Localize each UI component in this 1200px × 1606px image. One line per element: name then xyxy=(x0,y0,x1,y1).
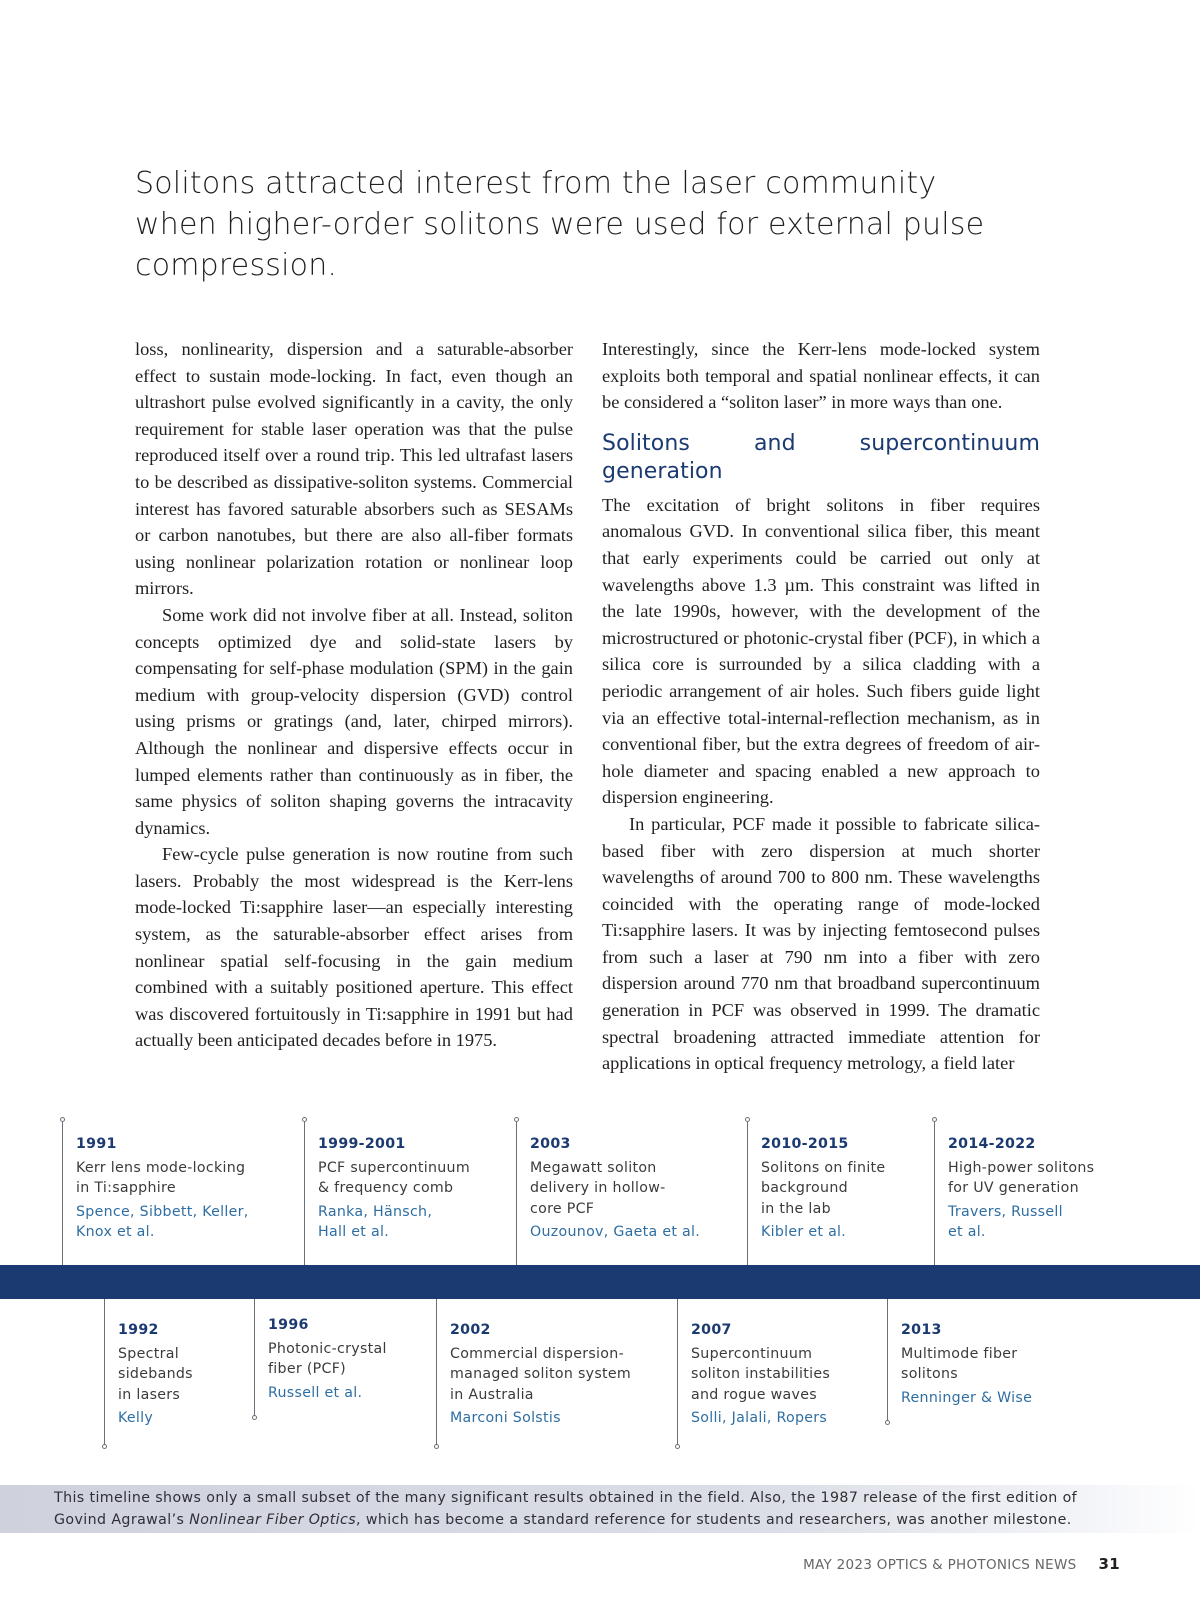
timeline-event xyxy=(76,1134,296,1243)
event-description: Commercial dispersion- managed soliton system in Australia xyxy=(450,1345,632,1403)
connector-dot xyxy=(302,1117,307,1122)
caption-text-before: This timeline shows only a small subset of the many significant results obtained in the field. Also, the 1987 release of the first edition of Govind Agrawal’s xyxy=(54,1490,1078,1528)
event-description: Kerr lens mode-locking in Ti:sapphire xyxy=(76,1159,246,1196)
event-authors: Renninger & Wise xyxy=(901,1389,1033,1406)
page-footer xyxy=(803,1555,1120,1573)
caption-text-after: , which has become a standard reference for students and researchers, was another milestone. xyxy=(356,1512,1072,1528)
right-paragraph-1: Interestingly, since the Kerr-lens mode-locked system exploits both temporal and spatial nonlinear effects, it can be considered a “soliton laser” in more ways than one. xyxy=(602,339,1040,413)
event-description: Solitons on finite background in the lab xyxy=(761,1159,886,1217)
connector-dot xyxy=(745,1117,750,1122)
page-number: 31 xyxy=(1098,1555,1120,1573)
event-year: 2013 xyxy=(901,1322,942,1338)
timeline-event xyxy=(691,1320,881,1429)
timeline-event xyxy=(318,1134,513,1243)
connector-line xyxy=(516,1122,517,1265)
connector-dot xyxy=(932,1117,937,1122)
timeline-event xyxy=(948,1134,1138,1243)
event-description: PCF supercontinuum & frequency comb xyxy=(318,1159,470,1196)
timeline-event xyxy=(118,1320,248,1429)
event-year: 2010-2015 xyxy=(761,1136,849,1152)
left-paragraph-3: Few-cycle pulse generation is now routine from such lasers. Probably the most widespread is the Kerr-lens mode-locked Ti:sapphire laser—an especially interesting system, as the saturable-absorber effect arises from nonlinear spatial self-focusing in the gain medium combined with a suitably positioned aperture. This effect was discovered fortuitously in Ti:sapphire in 1991 but had actually been anticipated decades before in 1975. xyxy=(135,844,573,1051)
event-authors: Ouzounov, Gaeta et al. xyxy=(530,1224,701,1240)
event-description: High-power solitons for UV generation xyxy=(948,1159,1095,1196)
connector-dot xyxy=(885,1420,890,1425)
connector-line xyxy=(62,1122,63,1265)
timeline-event xyxy=(268,1315,433,1403)
caption-book-title: Nonlinear Fiber Optics xyxy=(189,1512,356,1528)
connector-dot xyxy=(434,1444,439,1449)
connector-line xyxy=(104,1299,105,1447)
timeline-event xyxy=(901,1320,1091,1408)
event-authors: Solli, Jalali, Ropers xyxy=(691,1410,828,1426)
issue-label: MAY 2023 OPTICS & PHOTONICS NEWS xyxy=(803,1557,1077,1573)
event-year: 1996 xyxy=(268,1317,309,1333)
event-year: 2003 xyxy=(530,1136,571,1152)
event-year: 1992 xyxy=(118,1322,159,1338)
connector-line xyxy=(436,1299,437,1447)
event-year: 1999-2001 xyxy=(318,1136,406,1152)
section-heading: Solitons and supercontinuum generation xyxy=(602,430,1040,484)
event-description: Multimode fiber solitons xyxy=(901,1345,1018,1382)
event-year: 1991 xyxy=(76,1136,117,1152)
connector-line xyxy=(304,1122,305,1265)
event-authors: Kibler et al. xyxy=(761,1224,847,1240)
connector-dot xyxy=(514,1117,519,1122)
event-year: 2014-2022 xyxy=(948,1136,1036,1152)
event-year: 2002 xyxy=(450,1322,491,1338)
event-authors: Travers, Russell et al. xyxy=(948,1203,1063,1240)
event-description: Megawatt soliton delivery in hollow- core PCF xyxy=(530,1159,666,1217)
event-year: 2007 xyxy=(691,1322,732,1338)
event-description: Spectral sidebands in lasers xyxy=(118,1345,193,1403)
pull-quote: Solitons attracted interest from the laser community when higher-order solitons were used for external pulse compression. xyxy=(135,166,985,283)
connector-line xyxy=(677,1299,678,1447)
left-paragraph-1: loss, nonlinearity, dispersion and a saturable-absorber effect to sustain mode-locking. In fact, even though an ultrashort pulse evolved significantly in a cavity, the only requirement for stable laser operation was that the pulse reproduced itself over a round trip. This led ultrafast lasers to be described as dissipative-soliton systems. Commercial interest has favored saturable absorbers such as SESAMs or carbon nanotubes, but there are also all-fiber formats using nonlinear polarization rotation or nonlinear loop mirrors. xyxy=(135,339,573,599)
left-column xyxy=(135,336,573,1054)
event-authors: Ranka, Hänsch, Hall et al. xyxy=(318,1203,433,1240)
connector-line xyxy=(887,1299,888,1423)
timeline-caption xyxy=(0,1485,1200,1533)
connector-dot xyxy=(102,1444,107,1449)
timeline-event xyxy=(761,1134,931,1243)
connector-line xyxy=(254,1299,255,1418)
event-description: Photonic-crystal fiber (PCF) xyxy=(268,1340,387,1377)
left-paragraph-2: Some work did not involve fiber at all. Instead, soliton concepts optimized dye and solid-state lasers by compensating for self-phase modulation (SPM) in the gain medium with group-velocity dispersion (GVD) control using prisms or gratings (and, later, chirped mirrors). Although the nonlinear and dispersive effects occur in lumped elements rather than continuously as in fiber, the same physics of soliton shaping governs the intracavity dynamics. xyxy=(135,604,573,838)
caption-text xyxy=(54,1487,1134,1531)
connector-dot xyxy=(60,1117,65,1122)
right-paragraph-2: The excitation of bright solitons in fiber requires anomalous GVD. In conventional silica fiber, this meant that early experiments could be carried out only at wavelengths above 1.3 µm. This constraint was lifted in the late 1990s, however, with the development of the microstructured or photonic-crystal fiber (PCF), in which a silica core is surrounded by a silica cladding with a periodic arrangement of air holes. Such fibers guide light via an effective total-internal-reflection mechanism, as in conventional fiber, but the extra degrees of freedom of air-hole diameter and spacing enabled a new approach to dispersion engineering. xyxy=(602,494,1040,808)
event-authors: Marconi Solstis xyxy=(450,1410,561,1426)
right-column xyxy=(602,336,1040,1077)
timeline-event xyxy=(530,1134,740,1243)
event-authors: Spence, Sibbett, Keller, Knox et al. xyxy=(76,1203,249,1240)
connector-line xyxy=(934,1122,935,1265)
timeline-band xyxy=(0,1265,1200,1299)
right-paragraph-3: In particular, PCF made it possible to fabricate silica-based fiber with zero dispersion at much shorter wavelengths of around 700 to 800 nm. These wavelengths coincided with the operating range of mode-locked Ti:sapphire lasers. It was by injecting femtosecond pulses from such a laser at 790 nm into a fiber with zero dispersion around 770 nm that broadband supercontinuum generation in PCF was observed in 1999. The dramatic spectral broadening attracted immediate attention for applications in optical frequency metrology, a field later xyxy=(602,813,1040,1074)
connector-line xyxy=(747,1122,748,1265)
event-description: Supercontinuum soliton instabilities and rogue waves xyxy=(691,1345,831,1403)
event-authors: Russell et al. xyxy=(268,1384,363,1401)
event-authors: Kelly xyxy=(118,1410,154,1426)
connector-dot xyxy=(252,1415,257,1420)
timeline-event xyxy=(450,1320,670,1429)
connector-dot xyxy=(675,1444,680,1449)
